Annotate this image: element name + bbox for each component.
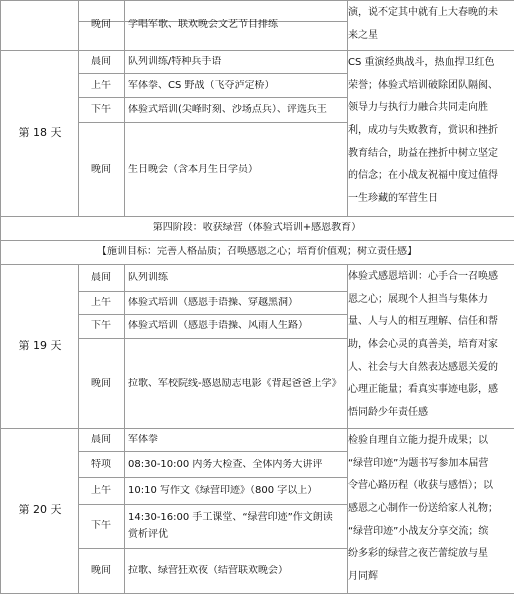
description-line: 悟同龄少年责任感 xyxy=(348,407,428,419)
description-cell xyxy=(348,430,514,589)
description-line: 心理正能量；看真实事迹电影，感 xyxy=(348,384,498,396)
activity-cell: 体验式培训（感恩手语操、穿越黑洞） xyxy=(128,297,298,308)
description-line: 月同辉 xyxy=(348,571,378,583)
activity-cell: 08:30-10:00 内务大检查、全体内务大讲评 xyxy=(128,459,323,470)
day-label: 第 19 天 xyxy=(18,340,62,352)
activity-cell: 拉歌、军校院线-感恩励志电影《背起爸爸上学》 xyxy=(128,378,342,389)
period-cell: 晨间 xyxy=(91,434,111,445)
activity-cell: 体验式培训（感恩手语操、风雨人生路） xyxy=(128,320,308,331)
activity-cell: 拉歌、绿营狂欢夜（结营联欢晚会） xyxy=(128,565,288,576)
description-line: 体验式感恩培训：心手合一召唤感 xyxy=(348,271,498,282)
description-cell xyxy=(348,52,514,211)
description-line: 领导力与执行力融合共同走向胜 xyxy=(348,102,488,114)
description-line: “绿营印迹”为题书写参加本届营 xyxy=(348,457,489,469)
period-cell: 下午 xyxy=(91,104,111,115)
day-label: 第 18 天 xyxy=(18,127,62,139)
description-line: 人、社会与大自然表达感恩关爱的 xyxy=(348,361,498,373)
period-cell: 晚间 xyxy=(91,164,111,175)
period-cell: 晨间 xyxy=(91,56,111,67)
stage-title: 第四阶段：收获绿营（体验式培训+感恩教育） xyxy=(152,222,362,233)
activity-line: 赏析评优 xyxy=(128,529,168,540)
description-line: CS 重演经典战斗，热血捍卫红色 xyxy=(348,57,495,68)
description-line: 演，说不定其中就有上大春晚的未 xyxy=(348,7,498,18)
description-cell xyxy=(348,266,514,425)
period-cell: 下午 xyxy=(91,320,111,331)
description-line: 荣誉；体验式培训破除团队隔阂、 xyxy=(348,79,498,91)
activity-cell: 队列训练 xyxy=(128,272,168,283)
activity-cell: 军体拳、CS 野战（飞夺泸定桥） xyxy=(128,80,275,91)
day-label: 第 20 天 xyxy=(18,504,62,516)
description-line: 利，成功与失败教育，赏识和挫折 xyxy=(348,125,498,137)
description-line: 助，体会心灵的真善美，培育对家 xyxy=(348,339,498,351)
description-line: 的信念；在小战友祝福中度过值得 xyxy=(348,170,498,182)
activity-cell: 队列训练/特种兵手语 xyxy=(128,56,222,67)
description-line: 来之星 xyxy=(348,29,378,41)
activity-cell xyxy=(128,509,344,543)
description-line: 检验自理自立能力提升成果；以 xyxy=(348,435,488,446)
period-cell: 晚间 xyxy=(91,378,111,389)
period-cell: 特项 xyxy=(91,459,111,470)
period-cell: 晚间 xyxy=(91,19,111,30)
activity-cell: 学唱军歌、联欢晚会文艺节目排练 xyxy=(128,19,278,30)
period-cell: 上午 xyxy=(91,485,111,496)
period-cell: 晨间 xyxy=(91,272,111,283)
description-line: 一生珍藏的军营生日 xyxy=(348,193,438,205)
activity-cell: 生日晚会（含本月生日学员） xyxy=(128,164,258,175)
description-line: 感恩之心制作一份送给家人礼物； xyxy=(348,503,498,515)
period-cell: 上午 xyxy=(91,80,111,91)
activity-line: 14:30-16:00 手工课堂、“绿营印迹”作文朗读 xyxy=(128,512,333,523)
description-line: 纷多彩的绿营之夜芒蕾绽放与星 xyxy=(348,548,488,560)
training-goal: 【施训目标：完善人格品质；召唤感恩之心；培育价值观；树立责任感】 xyxy=(97,246,417,257)
description-cell xyxy=(348,2,514,47)
activity-cell: 体验式培训(尖峰时刻、沙场点兵）、评选兵王 xyxy=(128,104,327,115)
period-cell: 上午 xyxy=(91,297,111,308)
activity-cell: 军体拳 xyxy=(128,434,158,445)
activity-cell: 10:10 写作文《绿营印迹》（800 字以上） xyxy=(128,485,318,496)
description-line: 教育结合，助益在挫折中树立坚定 xyxy=(348,147,498,159)
period-cell: 晚间 xyxy=(91,565,111,576)
description-line: 恩之心；展现个人担当与集体力 xyxy=(348,293,488,305)
description-line: 令营心路历程（收获与感悟）；以 xyxy=(348,480,493,492)
description-line: “绿营印迹”小战友分享交流；缤 xyxy=(348,525,489,537)
period-cell: 下午 xyxy=(91,520,111,531)
description-line: 量、人与人的相互理解、信任和帮 xyxy=(348,316,498,328)
